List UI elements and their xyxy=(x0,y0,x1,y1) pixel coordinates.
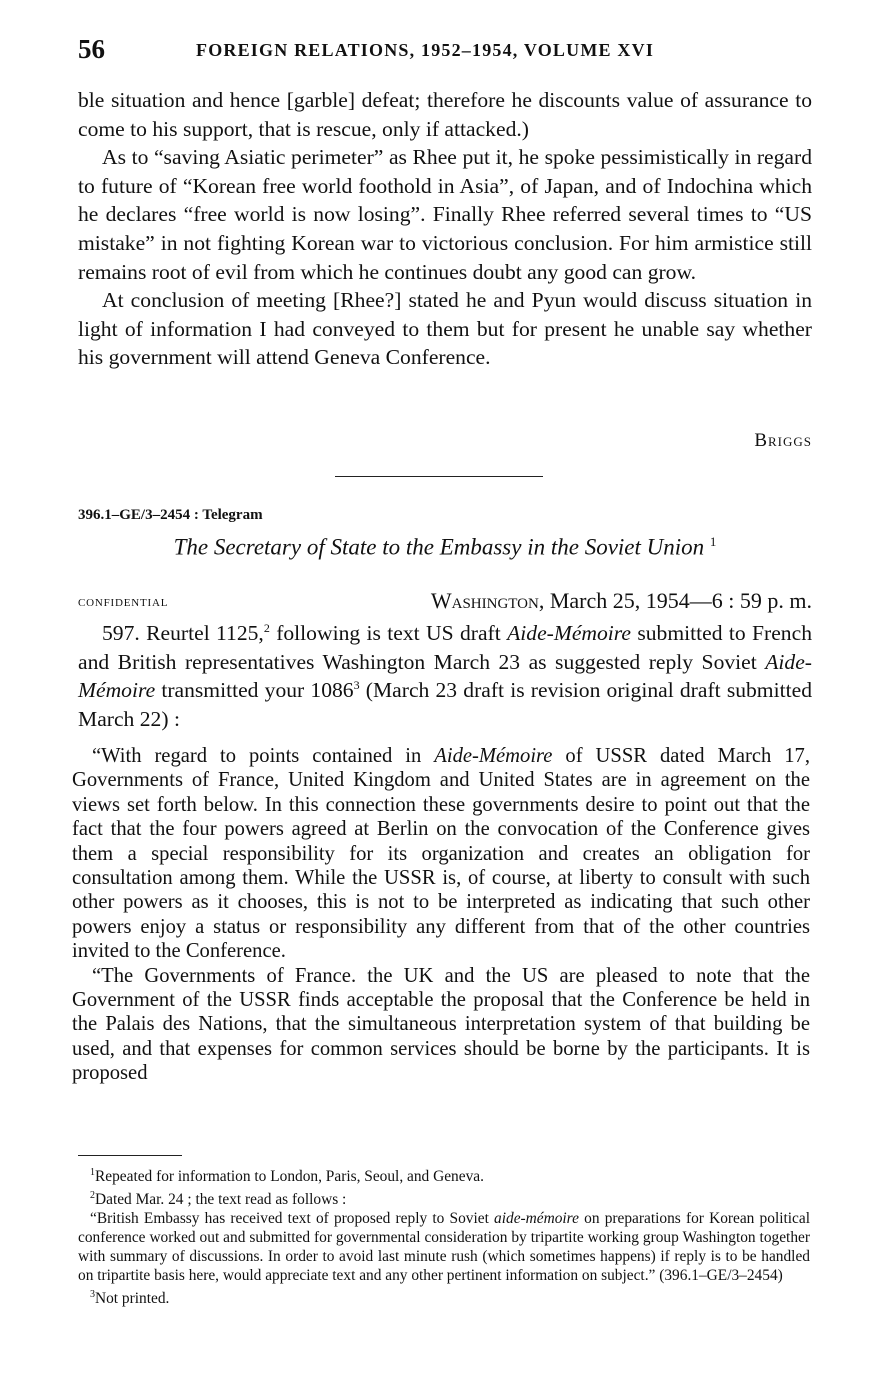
text-run: of USSR dated March 17, Governments of France, United Kingdom and United States are in agreement on the views set forth below. In this connection these governments desire to point out that the fact that the four powers agreed at Berlin on the convocation of the Conference gives them a special responsibility for its organization and creates an obligation for consultation among them. While the USSR is, of course, at liberty to consult with such other powers as it chooses, this is not to be interpreted as indicating that such other powers enjoy a status or responsibility any different from that of the other countries invited to the Conference. xyxy=(72,745,810,963)
dateline xyxy=(431,588,812,614)
italic-term: Aide-Mémoire xyxy=(507,621,631,645)
text-run: on preparations for Korean political conference worked out and submitted for governmental consideration by tripartite working group Washington together with summary of discussions. In order to avoid last minute rush (which sometimes happens) if reply is to be handled on tripartite basis here, would appreciate text and any other pertinent information on subject.” (396.1–GE/3–2454) xyxy=(78,1210,810,1285)
italic-term: Aide-Mémoire xyxy=(78,649,812,703)
paragraph: As to “saving Asiatic perimeter” as Rhee put it, he spoke pessimistically in regard to future of “Korean free world foothold in Asia”, of Japan, and of Indochina which he declares “free world is now losing”. Finally Rhee referred several times to “US mistake” in not fighting Korean war to victorious conclusion. For him armistice still remains root of evil from which he continues doubt any good can grow. xyxy=(78,145,812,284)
continued-paragraph: ble situation and hence [garble] defeat; therefore he discounts value of assurance to come to his support, that is rescue, only if attacked.) xyxy=(78,88,812,141)
document-title-text: The Secretary of State to the Embassy in the Soviet Union xyxy=(173,534,705,560)
document-title xyxy=(78,534,812,561)
document-separator xyxy=(335,476,543,477)
footnote-marker: 3 xyxy=(90,1289,95,1301)
italic-term: aide-mémoire xyxy=(494,1210,579,1228)
footnote-separator xyxy=(78,1155,182,1156)
quote-paragraph xyxy=(72,744,810,964)
italic-term: Aide-Mémoire xyxy=(434,745,553,767)
footnote-2-quote xyxy=(78,1209,810,1285)
previous-document-text xyxy=(78,86,812,372)
running-title: FOREIGN RELATIONS, 1952–1954, VOLUME XVI xyxy=(196,40,655,60)
paragraph xyxy=(78,619,812,733)
quoted-aide-memoire xyxy=(72,744,810,1086)
classification: confidential xyxy=(78,593,169,610)
dateline-date: , March 25, 1954—6 : 59 p. m. xyxy=(538,588,812,613)
dateline-place: Washington xyxy=(430,588,539,613)
text-run: submitted to French and British representatives Washington March 23 as suggested reply Soviet xyxy=(78,621,812,674)
text-run: (March 23 draft is revision original draft submitted March 22) : xyxy=(78,678,812,731)
footnote-2 xyxy=(78,1186,810,1209)
running-header xyxy=(78,34,818,66)
text-run: “With regard to points contained in xyxy=(92,745,435,767)
footnote-marker: 3 xyxy=(353,678,360,692)
footnote-text: Dated Mar. 24 ; the text read as follows : xyxy=(95,1191,347,1209)
footnote-marker: 1 xyxy=(90,1167,95,1178)
text-run: following is text US draft xyxy=(269,621,508,645)
footnotes xyxy=(78,1163,810,1308)
footnote-marker: 1 xyxy=(709,534,717,549)
footnote-marker: 2 xyxy=(263,620,270,635)
footnote-3 xyxy=(78,1285,810,1308)
quote-paragraph: “The Governments of France. the UK and the US are pleased to note that the Government of the USSR finds acceptable the proposal that the Conference be held in the Palais des Nations, that the simultaneous interpretation system of that building be used, and that expenses for common services should be borne by the participants. It is proposed xyxy=(72,964,810,1085)
text-run: transmitted your 1086 xyxy=(155,678,354,703)
page-number: 56 xyxy=(78,34,105,64)
text-run: 597. Reurtel 1125, xyxy=(102,621,264,645)
footnote-text: Not printed. xyxy=(95,1290,170,1308)
footnote-1 xyxy=(78,1163,810,1186)
signature: Briggs xyxy=(754,430,812,451)
message-text xyxy=(78,619,812,733)
file-reference: 396.1–GE/3–2454 : Telegram xyxy=(78,507,263,523)
footnote-marker: 2 xyxy=(90,1190,95,1202)
paragraph: At conclusion of meeting [Rhee?] stated he and Pyun would discuss situation in light of information I had conveyed to them but for present he unable say whether his government will attend Geneva Conference. xyxy=(78,288,812,370)
text-run: “British Embassy has received text of proposed reply to Soviet xyxy=(90,1210,495,1228)
footnote-text: Repeated for information to London, Paris, Seoul, and Geneva. xyxy=(95,1168,484,1186)
